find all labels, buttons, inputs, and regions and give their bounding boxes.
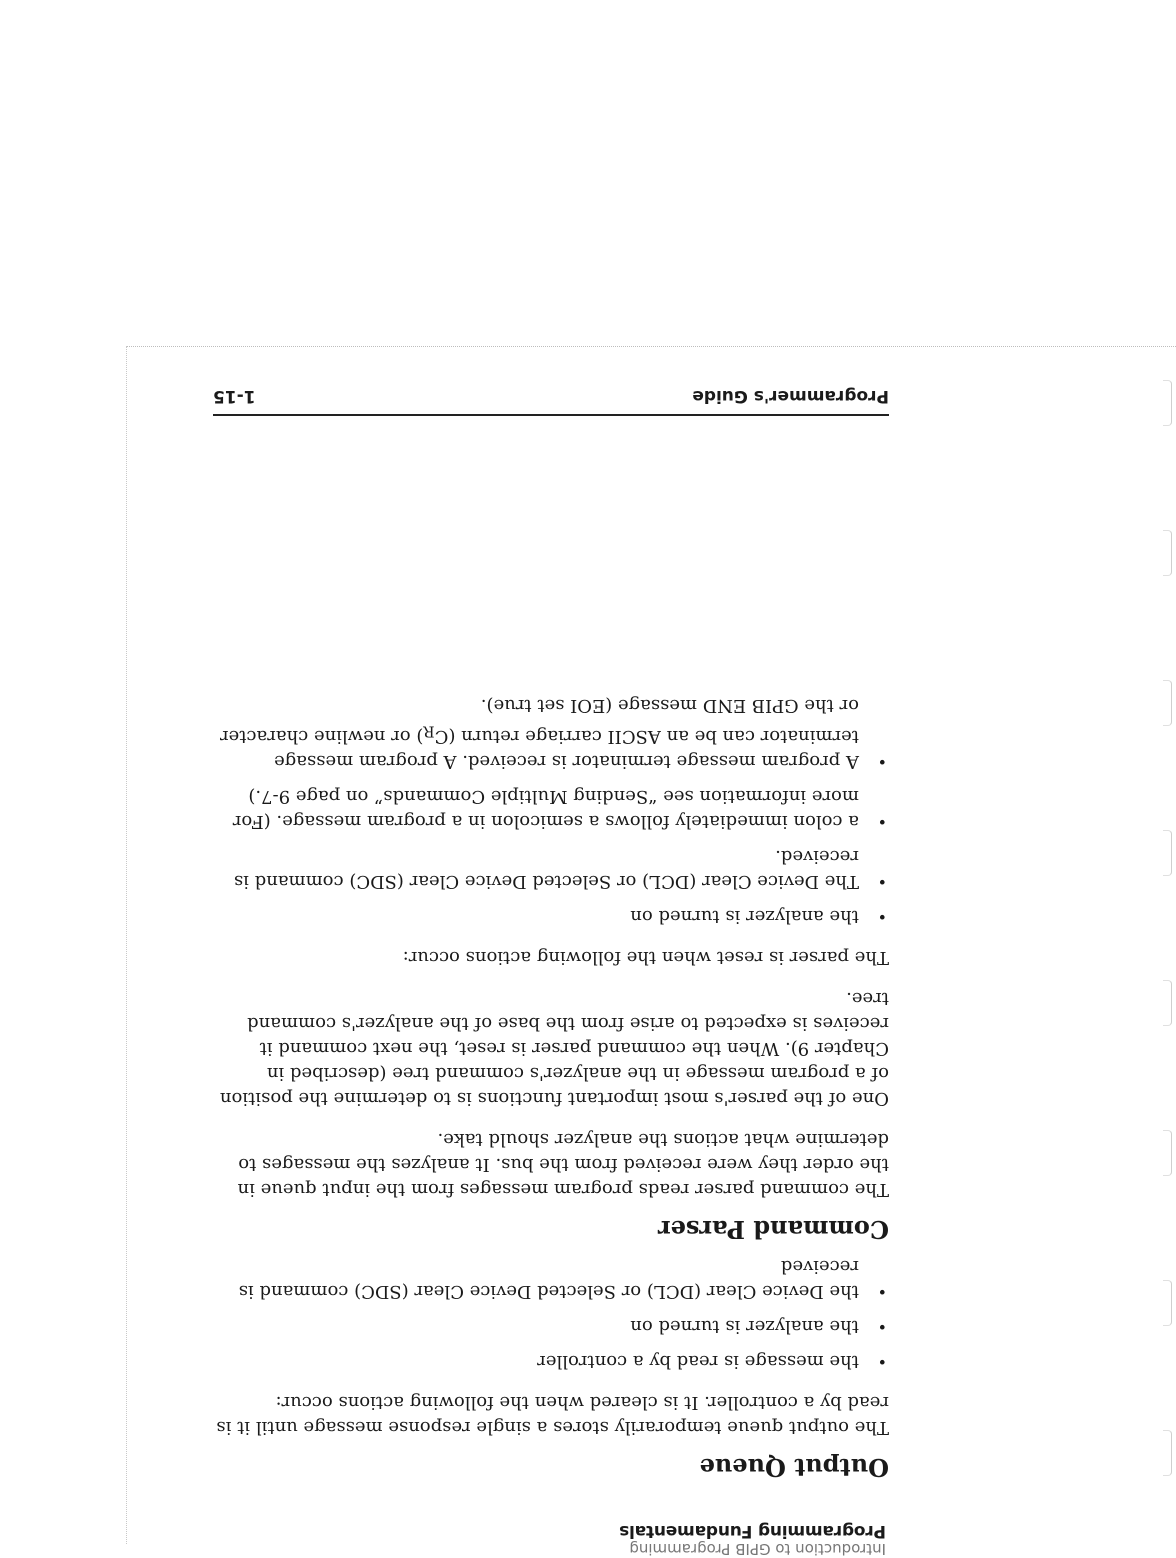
list-item-text: the Device Clear (DCL) or Selected Device Clear (SDC) command is received [238,1256,859,1302]
command-parser-para-1: The command parser reads program messages from the input queue in the order they were received from the bus. It analyzes the messages to determine what actions the analyzer should take. [237,1129,889,1200]
list-item-text: The Device Clear (DCL) or Selected Device Clear (SDC) command is received. [234,846,859,892]
command-parser-para-3: The parser is reset when the following actions occur: [402,947,889,968]
bullet-icon: • [877,812,887,831]
page-body [213,683,889,1482]
carriage-return-subscript: R [423,722,435,741]
bullet-icon: • [877,872,887,891]
list-item-text: the message is read by a controller [537,1351,859,1372]
parser-reset-list [213,693,889,929]
bullet-icon: • [877,907,887,926]
list-item [213,784,889,834]
list-item [213,1349,889,1374]
list-item-text: the analyzer is turned on [630,906,859,927]
cut-chapter-header: Introduction to GPIB Programming [629,1540,886,1558]
bullet-icon: • [877,752,887,771]
bullet-icon: • [877,1352,887,1371]
list-item-text: a colon immediately follows a semicolon in a program message. (For more information see “Sending Multiple Commands” on page 9-7.) [232,786,859,832]
carriage-return-symbol: C [434,726,449,747]
list-item [213,1254,889,1304]
bullet-icon: • [877,1317,887,1336]
terminator-text-after: ) or newline character or the GPIB END message (EOI set true). [219,695,859,747]
list-item-text [220,695,859,772]
output-queue-intro: The output queue temporarily stores a single response message until it is read by a controller. It is cleared when the following actions occur: [216,1392,889,1438]
terminator-text-before: A program message terminator is received. A program message terminator can be an ASCII carriage return ( [274,726,859,772]
list-item [213,844,889,894]
heading-output-queue: Output Queue [699,1453,889,1482]
footer-page-number: 1-15 [213,386,256,406]
list-item-text: the analyzer is turned on [630,1316,859,1337]
list-item [213,693,889,774]
command-parser-para-2: One of the parser's most important functions is to determine the position of a program message in the analyzer's command tree (described in Chapter 9). When the command parser is reset, the next command it receives is expected to arise from the base of the analyzer's command tree. [219,988,889,1109]
section-header: Programming Fundamentals [619,1521,886,1541]
footer-guide-title: Programmer's Guide [692,386,889,406]
list-item [213,1314,889,1339]
heading-command-parser: Command Parser [657,1215,889,1244]
bullet-icon: • [877,1282,887,1301]
output-queue-list [213,1254,889,1374]
page-footer [213,386,889,416]
list-item [213,904,889,929]
